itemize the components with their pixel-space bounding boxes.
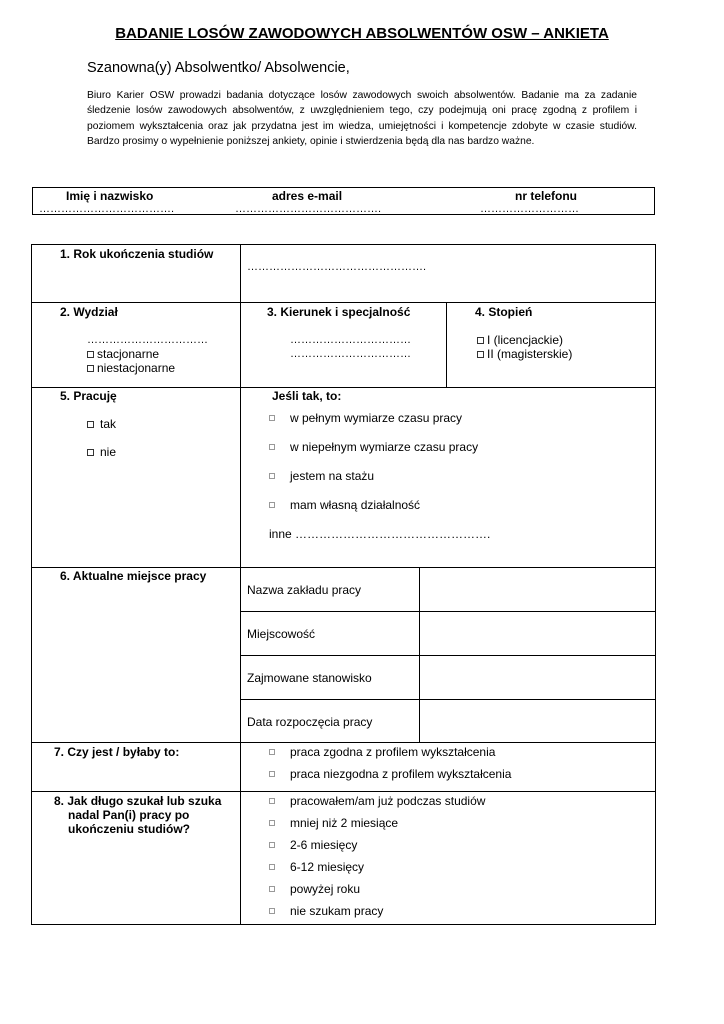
part-time-label: niestacjonarne [97,361,176,375]
start-date-label: Data rozpoczęcia pracy [247,715,373,729]
column-divider [446,302,447,387]
over-a-year-label: powyżej roku [290,882,361,896]
6-12-months-label: 6-12 miesięcy [290,860,365,874]
q7-label: 7. Czy jest / byłaby to: [54,745,180,759]
own-business-checkbox[interactable] [269,502,275,508]
phone-label: nr telefonu [515,189,577,203]
city-input[interactable] [422,614,652,653]
q8-label-line-3: ukończeniu studiów? [68,822,190,836]
faculty-field[interactable]: …………………………… [87,334,208,346]
q1-label: 1. Rok ukończenia studiów [60,247,214,261]
over-a-year-checkbox[interactable] [269,886,275,892]
if-yes-label: Jeśli tak, to: [272,389,342,403]
field-of-study-input[interactable]: …………………………… [290,334,411,346]
part-time-job-checkbox[interactable] [269,444,275,450]
worked-during-studies-checkbox[interactable] [269,798,275,804]
employer-name-label: Nazwa zakładu pracy [247,583,362,597]
intro-paragraph: Biuro Karier OSW prowadzi badania dotyczące losów zawodowych swoich absolwentów. Badanie ma za zadanie śledzenie losów zawodowych absolwentów, z uwzględnieniem tego, czy podejmują oni pracę zgodną z profilem i poziomem wykształcenia oraz jak przydatna jest im wiedza, umiejętności i kompetencje zdobyte w czasie studiów. Bardzo prosimy o wypełnienie poniższej ankiety, opinie i stwierdzenia będą dla nas bardzo ważne. [87,90,637,148]
divider [32,387,655,388]
start-date-input[interactable] [422,702,652,740]
survey-form [31,244,656,925]
part-time-checkbox[interactable] [87,365,94,372]
part-time-job-label: w niepełnym wymiarze czasu pracy [290,440,479,454]
specialization-input[interactable]: …………………………… [290,348,411,360]
email-field[interactable]: …………………………………. [235,203,382,215]
divider [32,742,655,743]
full-time-job-label: w pełnym wymiarze czasu pracy [290,411,463,425]
divider [32,302,655,303]
master-checkbox[interactable] [477,351,484,358]
position-label: Zajmowane stanowisko [247,671,372,685]
not-looking-checkbox[interactable] [269,908,275,914]
full-time-checkbox[interactable] [87,351,94,358]
name-label: Imię i nazwisko [66,189,154,203]
job-matching-label: praca zgodna z profilem wykształcenia [290,745,496,759]
city-label: Miejscowość [247,627,316,641]
worked-during-studies-label: pracowałem/am już podczas studiów [290,794,486,808]
own-business-label: mam własną działalność [290,498,421,512]
internship-label: jestem na stażu [290,469,375,483]
less-than-2-months-checkbox[interactable] [269,820,275,826]
q5-label: 5. Pracuję [60,389,117,403]
full-time-label: stacjonarne [97,347,160,361]
survey-title: BADANIE LOSÓW ZAWODOWYCH ABSOLWENTÓW OSW – ANKIETA [115,25,609,42]
phone-field[interactable]: ……………………… [480,203,579,215]
master-label: II (magisterskie) [487,347,573,361]
q2-label: 2. Wydział [60,305,118,319]
q8-label-line-1: 8. Jak długo szukał lub szuka [54,794,222,808]
less-than-2-months-label: mniej niż 2 miesiące [290,816,399,830]
bachelor-checkbox[interactable] [477,337,484,344]
not-looking-label: nie szukam pracy [290,904,384,918]
column-divider [419,567,420,742]
job-not-matching-label: praca niezgodna z profilem wykształcenia [290,767,512,781]
divider [32,567,655,568]
2-6-months-checkbox[interactable] [269,842,275,848]
q4-label: 4. Stopień [475,305,533,319]
q8-label-line-2: nadal Pan(i) pracy po [68,808,190,822]
employed-no-checkbox[interactable] [87,449,94,456]
name-field[interactable]: ………………………………. [39,203,175,215]
q6-label: 6. Aktualne miejsce pracy [60,569,207,583]
employed-yes-checkbox[interactable] [87,421,94,428]
job-matching-checkbox[interactable] [269,749,275,755]
6-12-months-checkbox[interactable] [269,864,275,870]
job-not-matching-checkbox[interactable] [269,771,275,777]
bachelor-label: I (licencjackie) [487,333,564,347]
graduation-year-field[interactable]: …………………………………………. [247,261,427,273]
position-input[interactable] [422,658,652,697]
employed-no-label: nie [100,445,117,459]
divider [240,699,655,700]
other-employment-field[interactable]: inne …………………………………………. [269,527,491,541]
full-time-job-checkbox[interactable] [269,415,275,421]
divider [240,611,655,612]
contact-box [32,187,655,215]
greeting: Szanowna(y) Absolwentko/ Absolwencie, [87,60,350,76]
employer-name-input[interactable] [422,570,652,609]
divider [240,655,655,656]
2-6-months-label: 2-6 miesięcy [290,838,358,852]
divider [32,791,655,792]
internship-checkbox[interactable] [269,473,275,479]
employed-yes-label: tak [100,417,117,431]
q3-label: 3. Kierunek i specjalność [267,305,411,319]
column-divider [240,245,241,924]
email-label: adres e-mail [272,189,343,203]
